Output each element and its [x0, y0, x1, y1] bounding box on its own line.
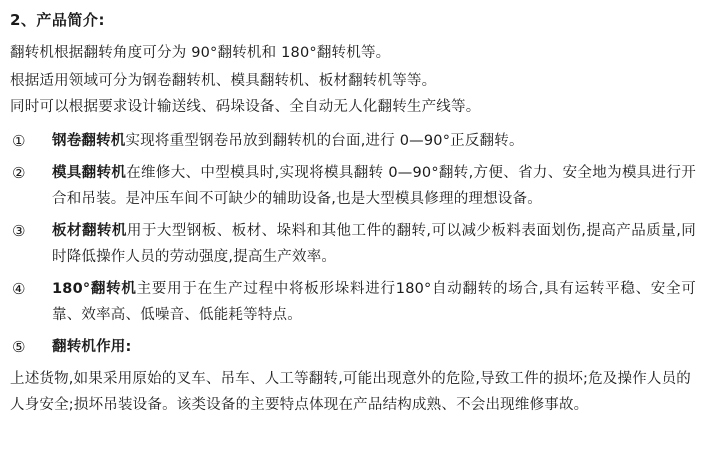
- list-item-text: 用于大型钢板、板材、垛料和其他工件的翻转,可以减少板料表面划伤,提高产品质量,同时降低操作人员的劳动强度,提高生产效率。: [52, 223, 697, 265]
- list-item-text: 主要用于在生产过程中将板形垛料进行180°自动翻转的场合,具有运转平稳、安全可靠、效率高、低噪音、低能耗等特点。: [52, 281, 696, 323]
- list-item-text: 在维修大、中型模具时,实现将模具翻转 0—90°翻转,方便、省力、安全地为模具进行开合和吊装。是冲压车间不可缺少的辅助设备,也是大型模具修理的理想设备。: [52, 165, 697, 207]
- list-item-body: [52, 334, 696, 360]
- list-item-marker: ②: [12, 164, 26, 182]
- intro-paragraph-2: 根据适用领域可分为钢卷翻转机、模具翻转机、板材翻转机等等。: [10, 73, 437, 89]
- list-item-text: 实现将重型钢卷吊放到翻转机的台面,进行 0—90°正反翻转。: [125, 133, 524, 149]
- list-item-body: [52, 276, 696, 328]
- list-item-lead: 板材翻转机: [52, 223, 127, 239]
- list-item-marker: ①: [12, 132, 26, 150]
- list-item: [10, 128, 696, 154]
- list-item: [10, 334, 696, 360]
- list-item-marker: ⑤: [12, 338, 26, 356]
- page-title: 2、产品简介:: [10, 11, 105, 29]
- intro-paragraph-1: 翻转机根据翻转角度可分为 90°翻转机和 180°翻转机等。: [10, 45, 391, 61]
- list-item: [10, 160, 696, 212]
- list-item-body: [52, 218, 696, 270]
- list-item-marker: ④: [12, 280, 26, 298]
- list-item-body: [52, 128, 696, 154]
- list-item: [10, 218, 696, 270]
- closing-block: [10, 366, 696, 418]
- list-item-lead: 钢卷翻转机: [52, 133, 126, 149]
- list-item-lead: 翻转机作用:: [52, 339, 132, 355]
- list-item-lead: 模具翻转机: [52, 165, 127, 181]
- list-item-body: [52, 160, 696, 212]
- intro-paragraph-3: 同时可以根据要求设计输送线、码垛设备、全自动无人化翻转生产线等。: [10, 99, 481, 115]
- product-feature-list: [10, 128, 696, 360]
- closing-paragraph: 上述货物,如果采用原始的叉车、吊车、人工等翻转,可能出现意外的危险,导致工件的损坏;危及操作人员的人身安全;损坏吊装设备。该类设备的主要特点体现在产品结构成熟、不会出现维修事故。: [10, 371, 692, 413]
- list-item: [10, 276, 696, 328]
- list-item-marker: ③: [12, 222, 26, 240]
- list-item-lead: 180°翻转机: [52, 281, 137, 297]
